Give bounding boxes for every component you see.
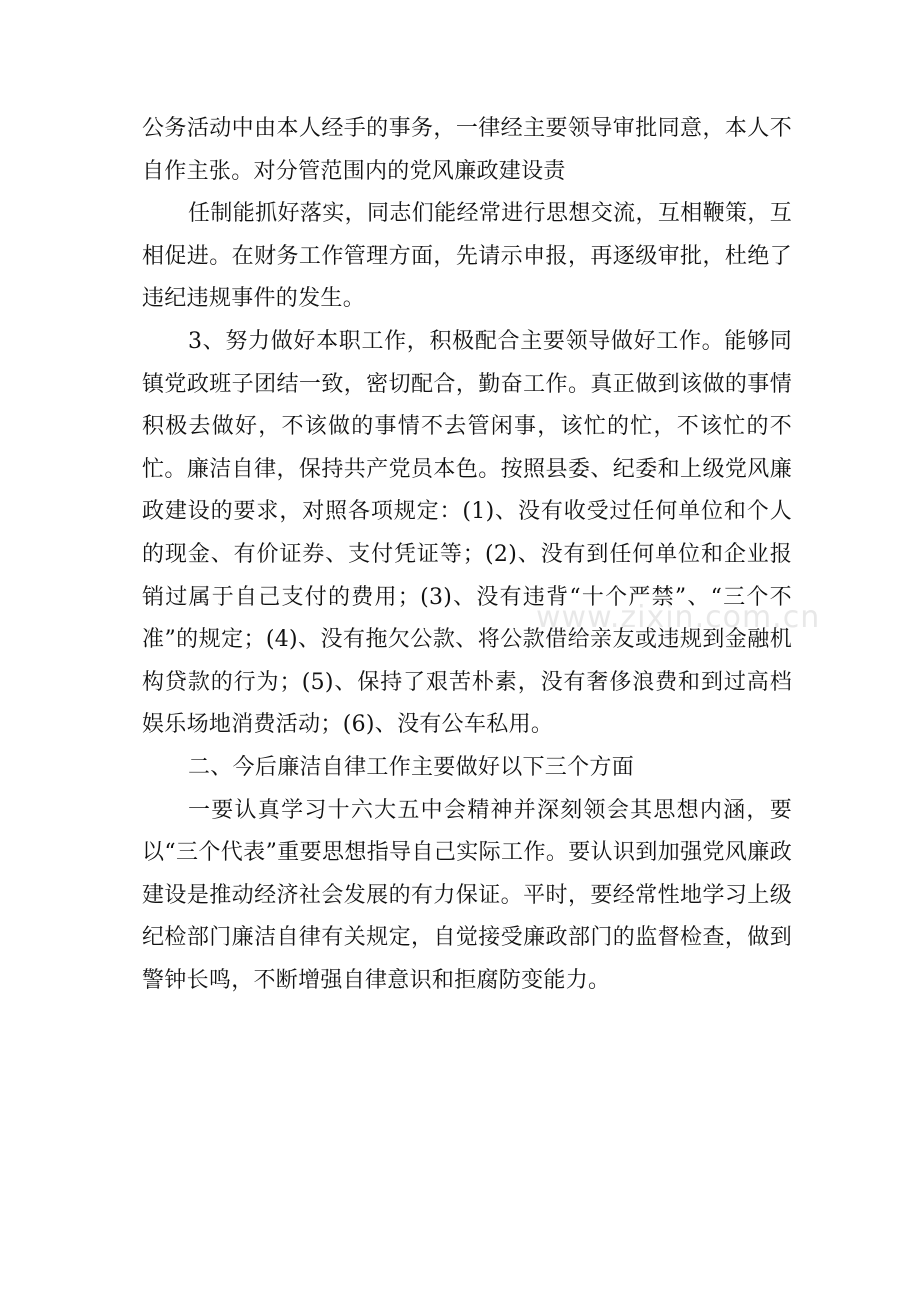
document-body xyxy=(142,108,792,1002)
paragraph-study: 一要认真学习十六大五中会精神并深刻领会其思想内涵，要以“三个代表”重要思想指导自己实际工作。要认识到加强党风廉政建设是推动经济社会发展的有力保证。平时，要经常性地学习上级纪检部门廉洁自律有关规定，自觉接受廉政部门的监督检查，做到警钟长鸣，不断增强自律意识和拒腐防变能力。 xyxy=(142,797,792,993)
section-heading-2: 二、今后廉洁自律工作主要做好以下三个方面 xyxy=(188,754,635,780)
paragraph-item-3: 3、努力做好本职工作，积极配合主要领导做好工作。能够同镇党政班子团结一致，密切配合，勤奋工作。真正做到该做的事情积极去做好，不该做的事情不去管闲事，该忙的忙，不该忙的不忙。廉洁自律，保持共产党员本色。按照县委、纪委和上级党风廉政建设的要求，对照各项规定：(1)、没有收受过任何单位和个人的现金、有价证券、支付凭证等；(2)、没有到任何单位和企业报销过属于自己支付的费用；(3)、没有违背“十个严禁”、“三个不准”的规定；(4)、没有拖欠公款、将公款借给亲友或违规到金融机构贷款的行为；(5)、保持了艰苦朴素，没有奢侈浪费和到过高档娱乐场地消费活动；(6)、没有公车私用。 xyxy=(142,328,792,738)
paragraph-responsibility: 任制能抓好落实，同志们能经常进行思想交流，互相鞭策，互相促进。在财务工作管理方面，先请示申报，再逐级审批，杜绝了违纪违规事件的发生。 xyxy=(142,201,792,312)
paragraph-continuation: 公务活动中由本人经手的事务，一律经主要领导审批同意，本人不自作主张。对分管范围内的党风廉政建设责 xyxy=(142,116,792,184)
watermark: www.zixin.com.cn xyxy=(536,600,821,635)
